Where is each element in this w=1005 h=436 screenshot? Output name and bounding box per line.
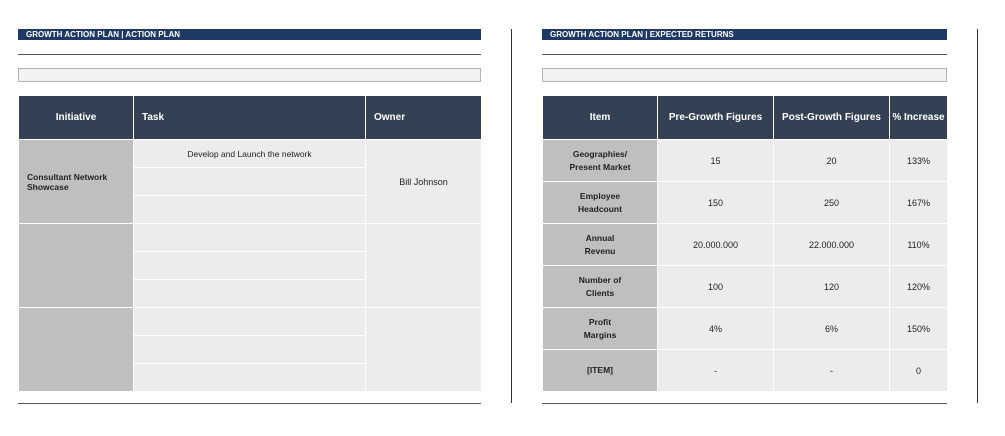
item-label-line1: Employee (579, 190, 621, 201)
expected-returns-bottom-divider (542, 403, 947, 404)
column-header-item: Item (543, 96, 658, 140)
table-row (543, 182, 948, 224)
post-growth-cell[interactable]: 20 (774, 140, 890, 182)
post-growth-cell[interactable]: 22.000.000 (774, 224, 890, 266)
column-header-task: Task (134, 96, 366, 140)
column-header-increase: % Increase (890, 96, 948, 140)
increase-cell[interactable]: 0 (890, 350, 948, 392)
item-label-line1: Geographies/ (572, 148, 628, 159)
item-cell[interactable] (543, 224, 658, 266)
table-row (543, 224, 948, 266)
post-growth-cell[interactable]: 6% (774, 308, 890, 350)
task-cell[interactable] (134, 280, 366, 308)
table-row (19, 308, 482, 336)
initiative-cell[interactable] (19, 224, 134, 308)
item-label-line2: Headcount (578, 203, 622, 214)
increase-cell[interactable]: 133% (890, 140, 948, 182)
item-cell[interactable] (543, 140, 658, 182)
expected-returns-table (542, 95, 948, 392)
post-growth-cell[interactable]: 120 (774, 266, 890, 308)
initiative-cell[interactable]: Consultant Network Showcase (19, 140, 134, 224)
panel-separator (511, 29, 512, 403)
table-row (543, 140, 948, 182)
column-header-initiative: Initiative (19, 96, 134, 140)
item-cell[interactable] (543, 182, 658, 224)
action-plan-divider (18, 54, 481, 55)
item-label-line2: Clients (585, 287, 615, 298)
owner-cell[interactable]: Bill Johnson (366, 140, 482, 224)
initiative-cell[interactable] (19, 308, 134, 392)
action-plan-bottom-divider (18, 403, 481, 404)
pre-growth-cell[interactable]: 100 (658, 266, 774, 308)
task-cell[interactable] (134, 336, 366, 364)
task-cell[interactable] (134, 364, 366, 392)
pre-growth-cell[interactable]: 20.000.000 (658, 224, 774, 266)
owner-cell[interactable] (366, 308, 482, 392)
column-header-owner: Owner (366, 96, 482, 140)
task-cell[interactable] (134, 196, 366, 224)
item-cell[interactable] (543, 308, 658, 350)
increase-cell[interactable]: 110% (890, 224, 948, 266)
task-cell[interactable] (134, 252, 366, 280)
pre-growth-cell[interactable]: 4% (658, 308, 774, 350)
owner-cell[interactable] (366, 224, 482, 308)
increase-cell[interactable]: 167% (890, 182, 948, 224)
item-cell[interactable] (543, 350, 658, 392)
action-plan-table (18, 95, 482, 392)
pre-growth-cell[interactable]: 150 (658, 182, 774, 224)
column-header-post-growth: Post-Growth Figures (774, 96, 890, 140)
item-label-line1: [ITEM] (587, 365, 613, 375)
item-label-line2: Revenu (584, 245, 616, 256)
expected-returns-input-bar[interactable] (542, 68, 947, 82)
increase-cell[interactable]: 150% (890, 308, 948, 350)
task-cell[interactable] (134, 168, 366, 196)
item-label-line1: Annual (585, 232, 615, 243)
item-label-line2: Present Market (569, 161, 631, 172)
expected-returns-divider (542, 54, 947, 55)
action-plan-header: GROWTH ACTION PLAN | ACTION PLAN (18, 29, 481, 40)
pre-growth-cell[interactable]: - (658, 350, 774, 392)
task-cell[interactable]: Develop and Launch the network (134, 140, 366, 168)
item-cell[interactable] (543, 266, 658, 308)
item-label-line1: Profit (588, 316, 612, 327)
task-cell[interactable] (134, 308, 366, 336)
action-plan-input-bar[interactable] (18, 68, 481, 82)
table-row (543, 308, 948, 350)
page-edge-line (977, 29, 978, 403)
table-row (543, 350, 948, 392)
expected-returns-header: GROWTH ACTION PLAN | EXPECTED RETURNS (542, 29, 947, 40)
column-header-pre-growth: Pre-Growth Figures (658, 96, 774, 140)
table-row (19, 140, 482, 168)
increase-cell[interactable]: 120% (890, 266, 948, 308)
table-row (543, 266, 948, 308)
pre-growth-cell[interactable]: 15 (658, 140, 774, 182)
item-label-line2: Margins (583, 329, 617, 340)
post-growth-cell[interactable]: - (774, 350, 890, 392)
table-row (19, 224, 482, 252)
item-label-line1: Number of (578, 274, 622, 285)
task-cell[interactable] (134, 224, 366, 252)
post-growth-cell[interactable]: 250 (774, 182, 890, 224)
